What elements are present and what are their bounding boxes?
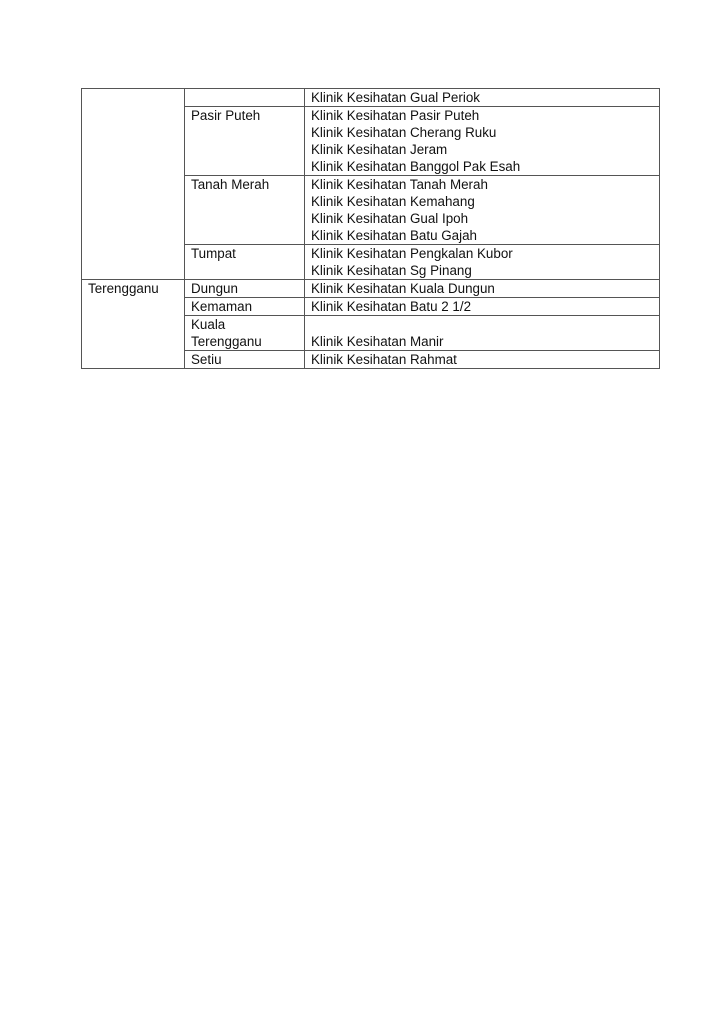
clinic-name: Klinik Kesihatan Gual Periok xyxy=(311,90,480,105)
district-label: Pasir Puteh xyxy=(191,108,261,123)
table-row xyxy=(82,280,660,298)
clinics-cell xyxy=(305,89,660,107)
state-label: Terengganu xyxy=(88,281,159,296)
state-cell xyxy=(82,89,185,280)
district-cell xyxy=(185,280,305,298)
district-cell xyxy=(185,245,305,280)
district-cell xyxy=(185,176,305,245)
district-label: Tumpat xyxy=(191,246,236,261)
district-cell xyxy=(185,89,305,107)
clinics-cell xyxy=(305,107,660,176)
district-label: Kuala xyxy=(191,317,226,332)
clinic-name: Klinik Kesihatan Sg Pinang xyxy=(311,263,472,278)
clinic-name: Klinik Kesihatan Batu 2 1/2 xyxy=(311,299,472,314)
district-label xyxy=(191,89,299,106)
clinic-name: Klinik Kesihatan Tanah Merah xyxy=(311,177,488,192)
clinic-name: Klinik Kesihatan Banggol Pak Esah xyxy=(311,159,521,174)
district-cell xyxy=(185,316,305,351)
clinic-name: Klinik Kesihatan Rahmat xyxy=(311,352,457,367)
clinic-name xyxy=(311,316,654,333)
clinic-name: Klinik Kesihatan Kuala Dungun xyxy=(311,281,495,296)
clinics-cell xyxy=(305,280,660,298)
district-cell xyxy=(185,298,305,316)
clinic-name: Klinik Kesihatan Kemahang xyxy=(311,194,475,209)
district-label: Kemaman xyxy=(191,299,253,314)
clinic-name: Klinik Kesihatan Pengkalan Kubor xyxy=(311,246,513,261)
clinic-table xyxy=(81,88,660,369)
clinics-cell xyxy=(305,298,660,316)
state-cell xyxy=(82,280,185,369)
clinics-cell xyxy=(305,316,660,351)
district-label: Terengganu xyxy=(191,334,262,349)
clinics-cell xyxy=(305,245,660,280)
district-cell xyxy=(185,351,305,369)
district-label: Tanah Merah xyxy=(191,177,270,192)
district-cell xyxy=(185,107,305,176)
clinics-cell xyxy=(305,176,660,245)
clinic-name: Klinik Kesihatan Batu Gajah xyxy=(311,228,477,243)
clinic-name: Klinik Kesihatan Manir xyxy=(311,334,444,349)
table-row xyxy=(82,89,660,107)
clinic-name: Klinik Kesihatan Jeram xyxy=(311,142,448,157)
district-label: Dungun xyxy=(191,281,238,296)
clinic-name: Klinik Kesihatan Pasir Puteh xyxy=(311,108,480,123)
clinic-name: Klinik Kesihatan Cherang Ruku xyxy=(311,125,497,140)
clinics-cell xyxy=(305,351,660,369)
clinic-name: Klinik Kesihatan Gual Ipoh xyxy=(311,211,469,226)
district-label: Setiu xyxy=(191,352,222,367)
